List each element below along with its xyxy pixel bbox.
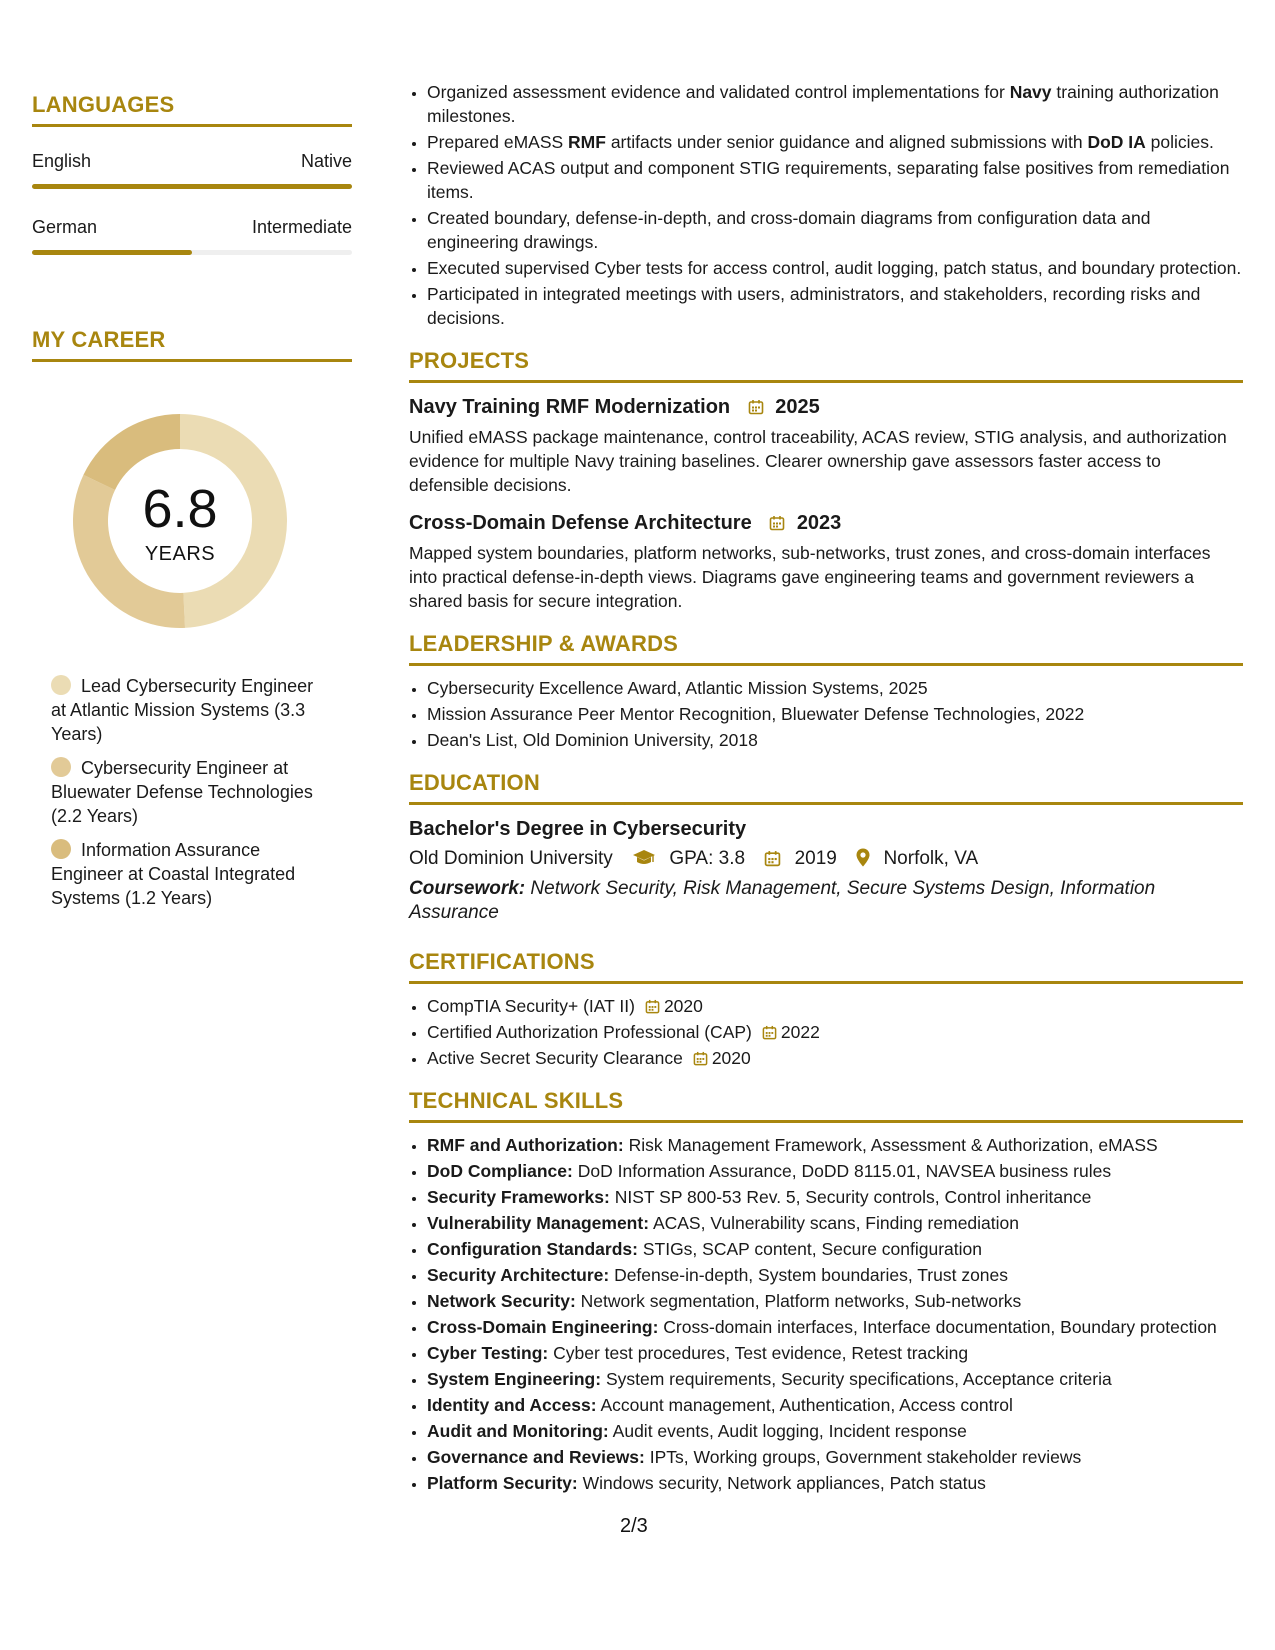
skill-label: System Engineering: bbox=[427, 1369, 602, 1389]
experience-bullet bbox=[427, 80, 1243, 128]
bullet-text: Organized assessment evidence and validated control implementations for bbox=[427, 82, 1010, 102]
legend-dot bbox=[51, 839, 71, 859]
page-number: 2/3 bbox=[620, 1515, 648, 1537]
language-level: Native bbox=[300, 151, 352, 171]
skill-item bbox=[427, 1419, 1243, 1443]
leadership-section bbox=[409, 631, 1243, 752]
project-description: Mapped system boundaries, platform networks, sub-networks, trust zones, and cross-domain interfaces into practical defense-in-depth views. Diagrams gave engineering teams and government reviewers a shared basis for secure integration. bbox=[409, 543, 1211, 611]
skill-value: ACAS, Vulnerability scans, Finding remediation bbox=[652, 1213, 1019, 1233]
skills-list bbox=[409, 1133, 1243, 1495]
experience-bullet bbox=[427, 156, 1243, 204]
legend-dot bbox=[51, 757, 71, 777]
bold-keyword: DoD IA bbox=[1087, 132, 1146, 152]
skill-value: IPTs, Working groups, Government stakeholder reviews bbox=[649, 1447, 1082, 1467]
skills-title: TECHNICAL SKILLS bbox=[409, 1088, 1243, 1123]
certification-name: Active Secret Security Clearance bbox=[427, 1048, 683, 1068]
project-description: Unified eMASS package maintenance, control traceability, ACAS review, STIG analysis, and authorization evidence for multiple Navy training baselines. Clearer ownership gave assessors faster access to defensible decisions. bbox=[409, 427, 1227, 495]
skill-label: Vulnerability Management: bbox=[427, 1213, 650, 1233]
skill-item bbox=[427, 1289, 1243, 1313]
skill-item bbox=[427, 1393, 1243, 1417]
skill-item bbox=[427, 1341, 1243, 1365]
legend-label: Information Assurance Engineer at Coastal Integrated Systems (1.2 Years) bbox=[51, 840, 296, 908]
certification-item bbox=[427, 1046, 1243, 1070]
skill-item bbox=[427, 1315, 1243, 1339]
skill-value: NIST SP 800-53 Rev. 5, Security controls, Control inheritance bbox=[614, 1187, 1092, 1207]
calendar-icon bbox=[748, 399, 764, 415]
bullet-text: Executed supervised Cyber tests for access control, audit logging, patch status, and boundary protection. bbox=[427, 258, 1242, 278]
career-legend-item bbox=[51, 756, 331, 828]
graduation-year: 2019 bbox=[794, 848, 837, 869]
graduation-cap-icon bbox=[632, 849, 656, 867]
certification-item bbox=[427, 994, 1243, 1018]
leadership-title: LEADERSHIP & AWARDS bbox=[409, 631, 1243, 666]
career-years-unit: YEARS bbox=[144, 543, 216, 565]
skill-value: DoD Information Assurance, DoDD 8115.01, NAVSEA business rules bbox=[577, 1161, 1112, 1181]
certification-name: Certified Authorization Professional (CAP) bbox=[427, 1022, 752, 1042]
experience-bullet bbox=[427, 256, 1243, 280]
projects-section bbox=[409, 348, 1243, 613]
language-name: German bbox=[32, 217, 98, 237]
skill-item bbox=[427, 1263, 1243, 1287]
skill-label: Network Security: bbox=[427, 1291, 576, 1311]
school-location: Norfolk, VA bbox=[883, 848, 979, 869]
career-legend bbox=[51, 674, 331, 910]
skill-item bbox=[427, 1211, 1243, 1235]
certifications-section bbox=[409, 949, 1243, 1070]
career-legend-item bbox=[51, 838, 331, 910]
bullet-text: training authorization milestones. bbox=[427, 82, 1219, 126]
skill-item bbox=[427, 1367, 1243, 1391]
main-content bbox=[409, 80, 1243, 1497]
skill-item bbox=[427, 1159, 1243, 1183]
experience-bullet bbox=[427, 206, 1243, 254]
skill-value: Account management, Authentication, Access control bbox=[600, 1395, 1013, 1415]
degree-title: Bachelor's Degree in Cybersecurity bbox=[409, 818, 747, 840]
bullet-text: artifacts under senior guidance and aligned submissions with bbox=[605, 132, 1088, 152]
project-name: Navy Training RMF Modernization bbox=[409, 396, 731, 418]
education-section bbox=[409, 770, 1243, 925]
certification-year: 2020 bbox=[663, 996, 703, 1016]
skill-item bbox=[427, 1237, 1243, 1261]
experience-bullets bbox=[409, 80, 1243, 330]
certifications-title: CERTIFICATIONS bbox=[409, 949, 1243, 984]
legend-label: Cybersecurity Engineer at Bluewater Defense Technologies (2.2 Years) bbox=[51, 758, 313, 826]
languages-title: LANGUAGES bbox=[32, 92, 352, 127]
skill-label: Security Architecture: bbox=[427, 1265, 610, 1285]
bold-keyword: Navy bbox=[1009, 82, 1052, 102]
legend-dot bbox=[51, 675, 71, 695]
bullet-text: Participated in integrated meetings with users, administrators, and stakeholders, recording risks and decisions. bbox=[427, 284, 1201, 328]
coursework-list: Network Security, Risk Management, Secure Systems Design, Information Assurance bbox=[409, 878, 1156, 923]
career-legend-item bbox=[51, 674, 331, 746]
career-donut-chart bbox=[65, 406, 295, 636]
list-item: • Cybersecurity Excellence Award, Atlantic Mission Systems, 2025 bbox=[427, 676, 1243, 700]
calendar-icon bbox=[645, 999, 660, 1014]
skill-label: Identity and Access: bbox=[427, 1395, 597, 1415]
skill-item bbox=[427, 1185, 1243, 1209]
skill-label: Platform Security: bbox=[427, 1473, 578, 1493]
legend-label: Lead Cybersecurity Engineer at Atlantic Mission Systems (3.3 Years) bbox=[51, 676, 314, 744]
skill-value: System requirements, Security specifications, Acceptance criteria bbox=[605, 1369, 1112, 1389]
language-level-fill bbox=[32, 250, 192, 255]
skill-item bbox=[427, 1133, 1243, 1157]
skill-label: Security Frameworks: bbox=[427, 1187, 610, 1207]
projects-title: PROJECTS bbox=[409, 348, 1243, 383]
skill-value: Windows security, Network appliances, Patch status bbox=[582, 1473, 986, 1493]
gpa: GPA: 3.8 bbox=[669, 848, 746, 869]
calendar-icon bbox=[762, 1025, 777, 1040]
list-item: • Mission Assurance Peer Mentor Recognition, Bluewater Defense Technologies, 2022 bbox=[427, 702, 1243, 726]
language-item bbox=[32, 217, 352, 255]
experience-bullet bbox=[427, 130, 1243, 154]
skill-item bbox=[427, 1471, 1243, 1495]
skill-label: RMF and Authorization: bbox=[427, 1135, 624, 1155]
coursework-label: Coursework: bbox=[409, 878, 526, 899]
skill-value: Risk Management Framework, Assessment & Authorization, eMASS bbox=[628, 1135, 1158, 1155]
experience-bullet bbox=[427, 282, 1243, 330]
skill-value: Audit events, Audit logging, Incident response bbox=[612, 1421, 967, 1441]
certification-item bbox=[427, 1020, 1243, 1044]
calendar-icon bbox=[769, 515, 785, 531]
skill-item bbox=[427, 1445, 1243, 1469]
bullet-text: Reviewed ACAS output and component STIG requirements, separating false positives from remediation items. bbox=[427, 158, 1230, 202]
school-name: Old Dominion University bbox=[409, 848, 613, 869]
project-item bbox=[409, 393, 1243, 497]
bullet-text: Created boundary, defense-in-depth, and cross-domain diagrams from configuration data and engineering drawings. bbox=[427, 208, 1151, 252]
bold-keyword: RMF bbox=[568, 132, 606, 152]
project-name: Cross-Domain Defense Architecture bbox=[409, 512, 752, 534]
certification-name: CompTIA Security+ (IAT II) bbox=[427, 996, 635, 1016]
sidebar bbox=[32, 92, 352, 920]
certifications-list bbox=[409, 994, 1243, 1070]
skill-value: Defense-in-depth, System boundaries, Trust zones bbox=[614, 1265, 1009, 1285]
skill-label: Cyber Testing: bbox=[427, 1343, 549, 1363]
language-level-bar bbox=[32, 250, 352, 255]
language-level: Intermediate bbox=[251, 217, 352, 237]
list-item: • Dean's List, Old Dominion University, 2018 bbox=[427, 728, 1243, 752]
map-pin-icon bbox=[856, 848, 870, 867]
skill-label: Audit and Monitoring: bbox=[427, 1421, 609, 1441]
project-item bbox=[409, 509, 1243, 613]
career-section bbox=[32, 327, 352, 910]
language-name: English bbox=[32, 151, 92, 171]
skill-value: Cyber test procedures, Test evidence, Retest tracking bbox=[553, 1343, 969, 1363]
skill-label: Configuration Standards: bbox=[427, 1239, 638, 1259]
career-title: MY CAREER bbox=[32, 327, 352, 362]
skill-label: Governance and Reviews: bbox=[427, 1447, 645, 1467]
education-title: EDUCATION bbox=[409, 770, 1243, 805]
project-year: 2023 bbox=[796, 512, 842, 534]
skill-label: Cross-Domain Engineering: bbox=[427, 1317, 659, 1337]
skill-value: Cross-domain interfaces, Interface documentation, Boundary protection bbox=[663, 1317, 1217, 1337]
leadership-list bbox=[409, 676, 1243, 752]
skill-value: Network segmentation, Platform networks, Sub-networks bbox=[580, 1291, 1022, 1311]
calendar-icon bbox=[764, 850, 781, 867]
skill-label: DoD Compliance: bbox=[427, 1161, 573, 1181]
career-total-years: 6.8 bbox=[142, 479, 218, 539]
skills-section bbox=[409, 1088, 1243, 1495]
project-year: 2025 bbox=[775, 396, 820, 418]
bullet-text: policies. bbox=[1145, 132, 1214, 152]
coursework bbox=[409, 877, 1243, 925]
language-level-fill bbox=[32, 184, 352, 189]
certification-year: 2020 bbox=[711, 1048, 751, 1068]
bullet-text: Prepared eMASS bbox=[427, 132, 569, 152]
skill-value: STIGs, SCAP content, Secure configuration bbox=[642, 1239, 983, 1259]
language-level-bar bbox=[32, 184, 352, 189]
certification-year: 2022 bbox=[780, 1022, 820, 1042]
language-item bbox=[32, 151, 352, 189]
calendar-icon bbox=[693, 1051, 708, 1066]
